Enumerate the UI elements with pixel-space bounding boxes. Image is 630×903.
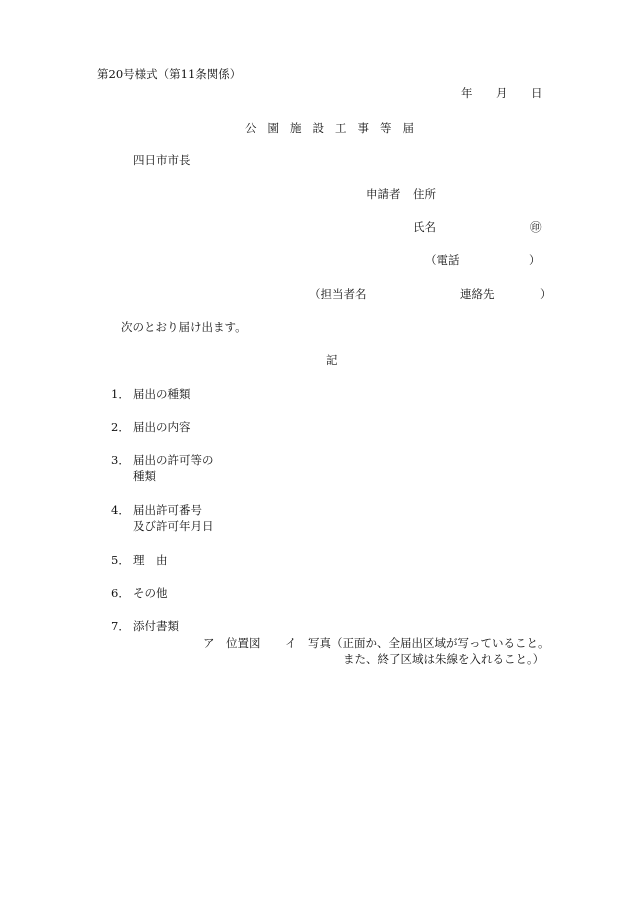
date-month-label: 月 [496,86,508,100]
form-number: 第20号様式（第11条関係） [97,67,242,81]
item-label: その他 [133,586,168,600]
item-number: 5． [111,553,130,567]
item-label-cont: 及び許可年月日 [133,519,214,533]
date-year-label: 年 [461,86,473,100]
attachment-photo: イ 写真（正面か、全届出区域が写っていること。 [285,636,550,650]
applicant-label: 申請者 [366,187,401,201]
addressee: 四日市市長 [133,153,191,167]
item-label: 届出許可番号 [133,503,202,517]
attachment-photo-note: また、終了区域は朱線を入れること。） [343,652,545,666]
item-number: 7． [111,619,130,633]
item-label: 理 由 [133,553,168,567]
address-label: 住所 [413,187,436,201]
item-label-cont: 種類 [133,469,156,483]
item-label: 届出の内容 [133,420,191,434]
item-number: 1． [111,387,130,401]
name-label: 氏名 [413,220,436,234]
item-number: 6． [111,586,130,600]
seal-mark: ㊞ [530,220,542,234]
document-title: 公園施設工事等届 [245,121,425,135]
contact-label: 連絡先 [460,287,495,301]
item-number: 2． [111,420,130,434]
item-label: 届出の種類 [133,387,191,401]
contact-close: ） [540,287,552,301]
date-day-label: 日 [531,86,543,100]
item-label: 添付書類 [133,619,179,633]
intro-text: 次のとおり届け出ます。 [121,320,247,334]
item-label: 届出の許可等の [133,453,214,467]
item-number: 4． [111,503,130,517]
phone-label: （電話 [425,253,460,267]
contact-person-label: （担当者名 [309,287,367,301]
item-number: 3． [111,453,130,467]
ki-heading: 記 [326,353,338,367]
phone-close: ） [529,253,541,267]
attachment-location-map: ア 位置図 [203,636,261,650]
